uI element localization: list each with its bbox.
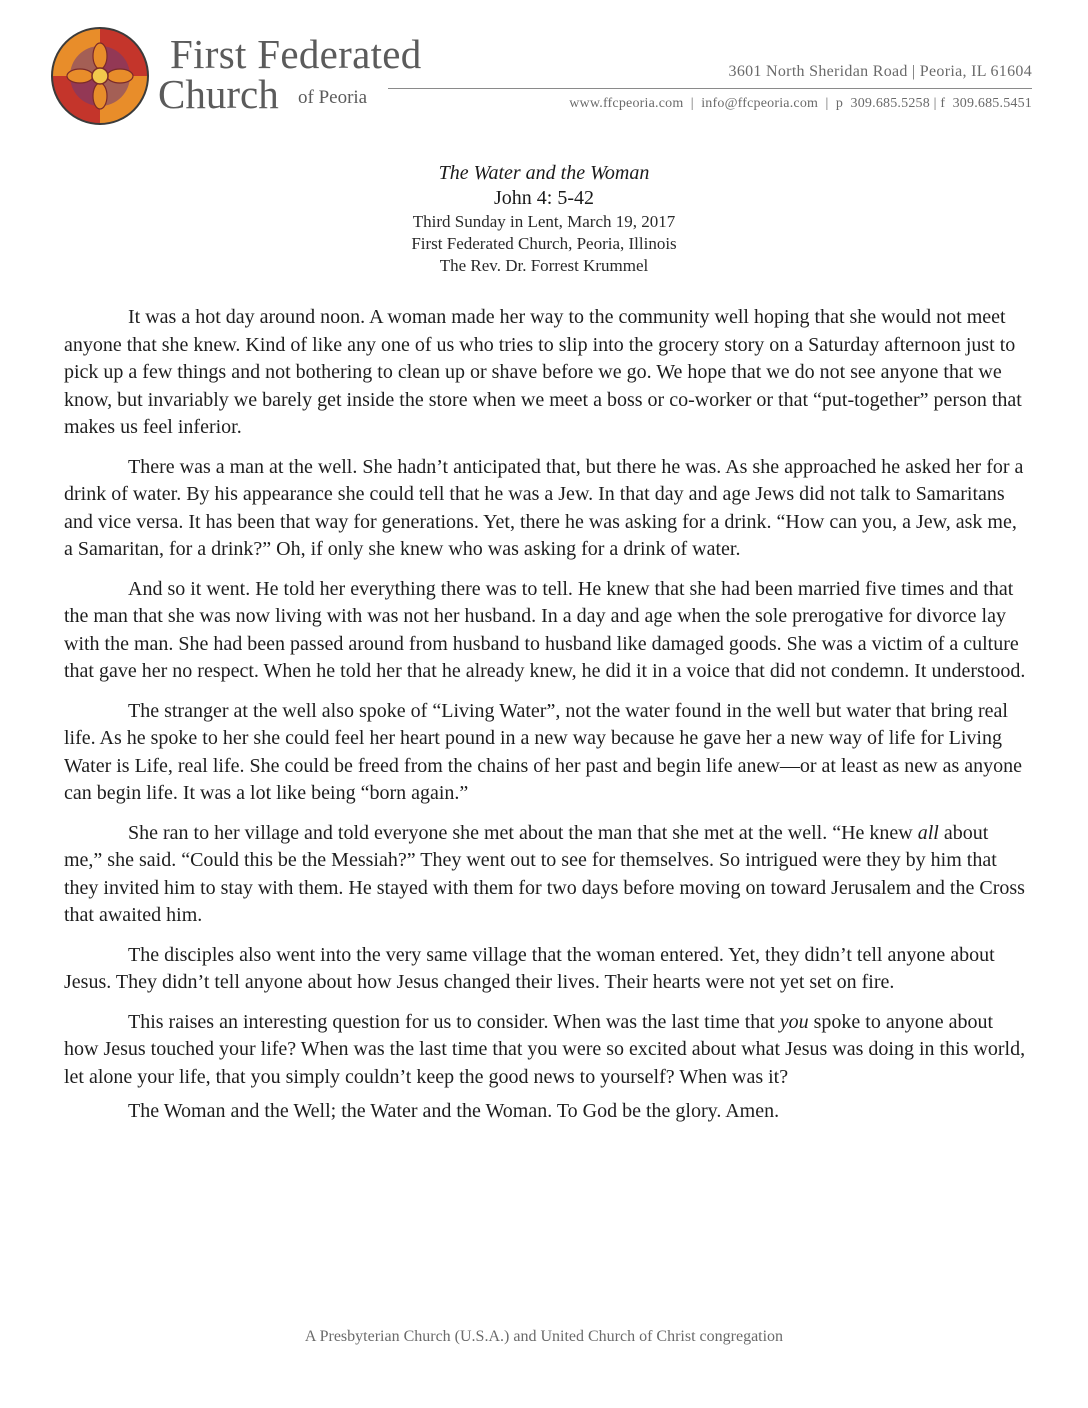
paragraph-5-text-cont: about me,” she said. “Could this be the Messiah?” They went out to see for themselves. So intrigued were they by him that they invited him to stay with them. He stayed with them for two days before moving on toward Jerusalem and the Cross that awaited him. [64, 821, 1025, 926]
letterhead [0, 0, 1088, 140]
paragraph-2: There was a man at the well. She hadn’t anticipated that, but there he was. As she approached he asked her for a drink of water. By his appearance she could tell that he was a Jew. In that day and age Jews did not talk to Samaritans and vice versa. It has been that way for generations. Yet, there he was asking for a drink. “How can you, a Jew, ask me, a Samaritan, for a drink?” Oh, if only she knew who was asking for a drink of water. [64, 455, 1024, 560]
paragraph-6: The disciples also went into the very same village that the woman entered. Yet, they didn’t tell anyone about Jesus. They didn’t tell anyone about how Jesus changed their lives. Their hearts were not yet set on fire. [64, 943, 995, 993]
paragraph-5-text: She ran to her village and told everyone she met about the man that she met at the well. “He knew [128, 821, 918, 844]
church-logo-icon [50, 26, 150, 126]
sermon-title: The Water and the Woman [438, 162, 650, 184]
closing-paragraph: The Woman and the Well; the Water and the Woman. To God be the glory. Amen. [128, 1100, 780, 1122]
paragraph-7-text-cont: spoke to anyone about how Jesus touched your life? When was the last time that you were so excited about what Jesus was doing in this world, let alone your life, that you simply couldn’t keep the good news to yourself? When was it? [64, 1010, 1026, 1088]
letterhead-divider [388, 88, 1032, 89]
org-name-line2: Church [158, 71, 279, 117]
sermon-preacher: The Rev. Dr. Forrest Krummel [439, 256, 649, 275]
paragraph-4: The stranger at the well also spoke of “Living Water”, not the water found in the well but water that bring real life. As he spoke to her she could feel her heart pound in a new way because he gave her a new way of life for Living Water is Life, real life. She could be freed from the chains of her past and begin life anew—or at least as new as anyone can begin life. It was a lot like being “born again.” [64, 699, 1023, 804]
org-name-line3: of Peoria [298, 87, 368, 108]
church-address: 3601 North Sheridan Road | Peoria, IL 61604 [728, 63, 1032, 80]
sermon-location: First Federated Church, Peoria, Illinois [411, 234, 677, 253]
paragraph-3: And so it went. He told her everything there was to tell. He knew that she had been married five times and that the man that she was now living with was not her husband. In a day and age when the sole prerogative for divorce lay with the man. She had been passed around from husband to husband like damaged goods. She was a victim of a culture that gave her no respect. When he told her that he already knew, he did it in a voice that did not condemn. It understood. [64, 577, 1026, 682]
sermon-occasion: Third Sunday in Lent, March 19, 2017 [412, 212, 676, 231]
paragraph-5-emphasis: all [917, 821, 939, 844]
church-contact: www.ffcpeoria.com | info@ffcpeoria.com | p 309.685.5258 | f 309.685.5451 [569, 96, 1032, 111]
paragraph-5 [64, 820, 1026, 930]
sermon-heading [0, 160, 1088, 277]
paragraph-7-text: This raises an interesting question for us to consider. When was the last time that [128, 1010, 780, 1033]
org-name-line1: First Federated [170, 31, 422, 77]
paragraph-7 [64, 1009, 1026, 1092]
paragraph-7-emphasis: you [779, 1010, 809, 1033]
page-footer: A Presbyterian Church (U.S.A.) and United Church of Christ congregation [304, 1328, 784, 1345]
paragraph-1: It was a hot day around noon. A woman made her way to the community well hoping that she would not meet anyone that she knew. Kind of like any one of us who tries to slip into the grocery story on a Saturday afternoon just to pick up a few things and not bothering to clean up or shave before we go. We hope that we do not see anyone that we know, but invariably we barely get inside the store when we meet a boss or co-worker or that “put-together” person that makes us feel inferior. [64, 306, 1022, 438]
scripture-reference: John 4: 5-42 [494, 187, 594, 209]
sermon-body [64, 304, 1026, 1138]
